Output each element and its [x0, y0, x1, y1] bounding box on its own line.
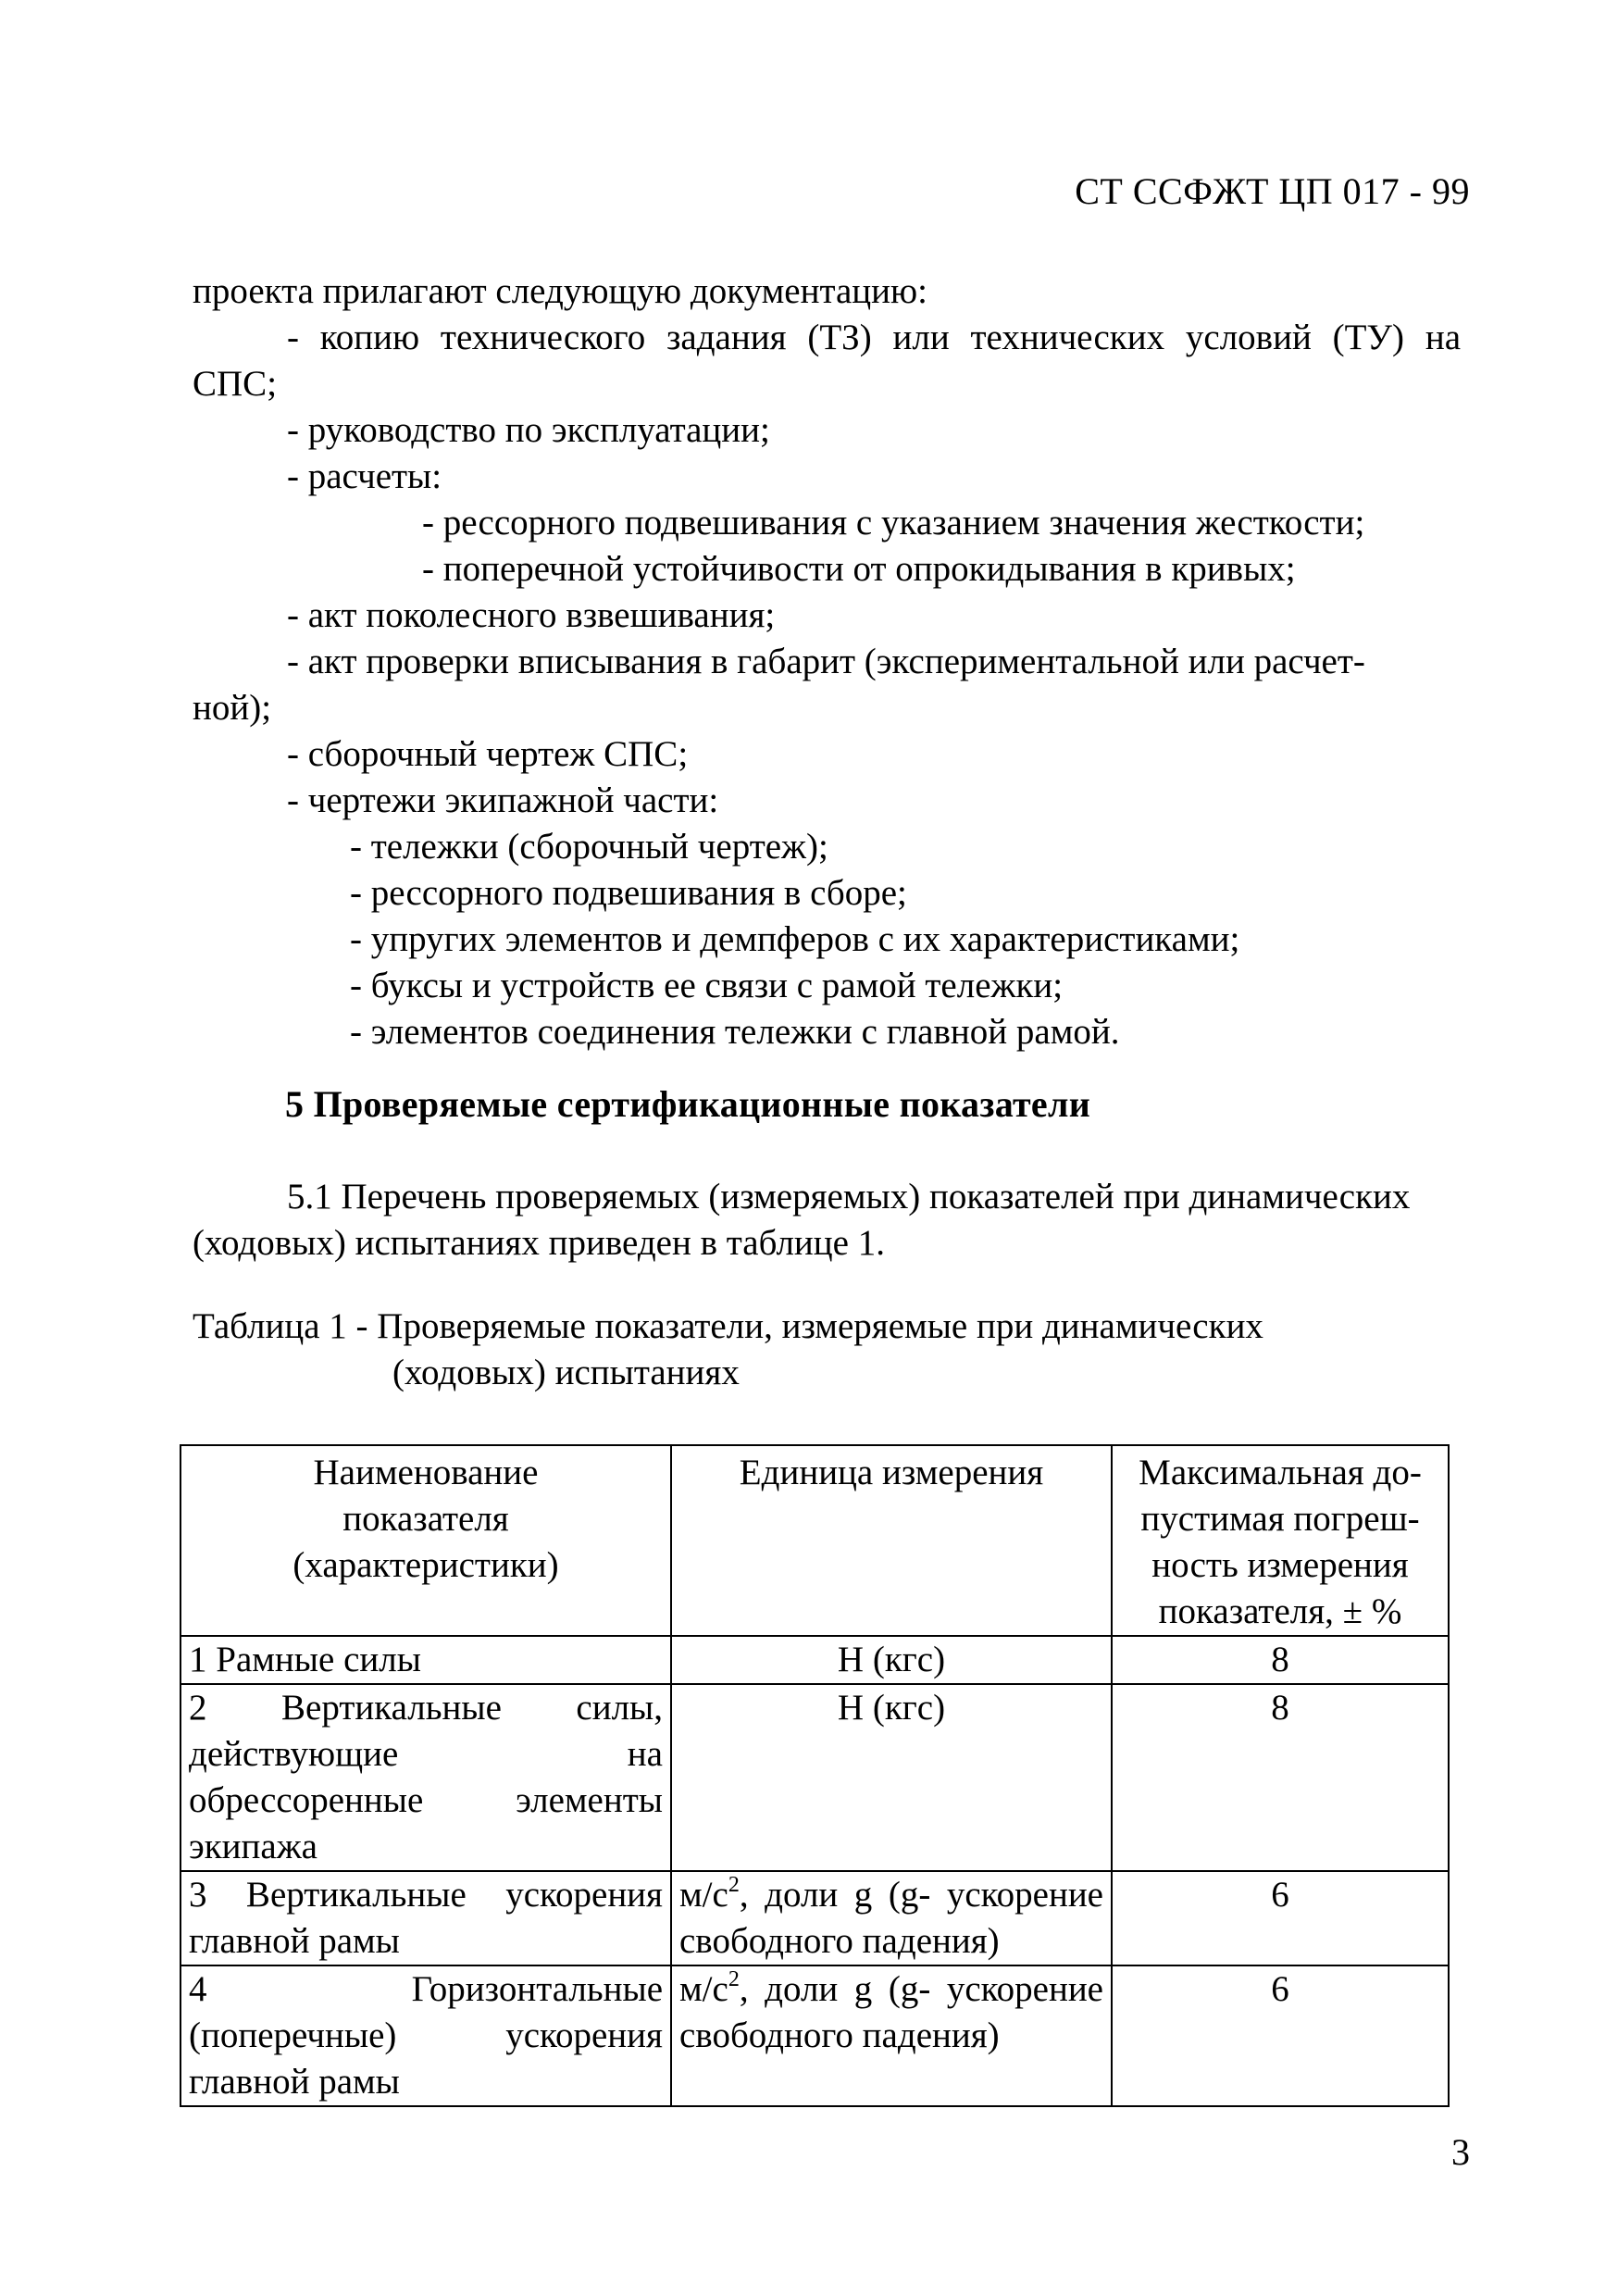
cell-max-error: 8 [1112, 1636, 1449, 1684]
unit-text-rest: , доли g (g- ускорение свободного падения) [679, 1875, 1103, 1961]
sub-item-stability-calc: - поперечной устойчивости от опрокидывания в кривых; [422, 549, 1296, 589]
cell-indicator-name: 4 Горизонтальные (поперечные) ускорения главной рамы [180, 1965, 671, 2106]
list-item-running-gear-drawings: - чертежи экипажной части: [287, 780, 719, 820]
unit-text-rest: , доли g (g- ускорение свободного падения) [679, 1969, 1103, 2055]
paragraph-5-1: 5.1 Перечень проверяемых (измеряемых) показателей при динамических [287, 1177, 1411, 1217]
unit-superscript: 2 [728, 1873, 740, 1897]
header-line: ность измерения [1151, 1545, 1409, 1585]
intro-line: проекта прилагают следующую документацию: [193, 271, 927, 311]
list-item-manual: - руководство по эксплуатации; [287, 410, 770, 450]
sub-item-spring-assembly: - рессорного подвешивания в сборе; [350, 873, 907, 913]
cell-unit [671, 1871, 1112, 1965]
unit-text: м/с [679, 1969, 728, 2009]
header-line: показателя, ± % [1158, 1591, 1402, 1631]
table-row [180, 1636, 1449, 1684]
table-caption-continued: (ходовых) испытаниях [392, 1353, 740, 1392]
sub-item-bogie-connection: - элементов соединения тележки с главной рамой. [350, 1012, 1120, 1052]
list-item-weighing: - акт поколесного взвешивания; [287, 595, 776, 635]
sub-item-elastic-elements: - упругих элементов и демпферов с их характеристиками; [350, 919, 1240, 959]
list-item-calculations: - расчеты: [287, 456, 442, 496]
table-row [180, 1871, 1449, 1965]
list-item-tz-continued: СПС; [193, 364, 278, 404]
cell-max-error: 6 [1112, 1871, 1449, 1965]
header-line: пустимая погреш- [1140, 1499, 1420, 1539]
list-item-assembly-drawing: - сборочный чертеж СПС; [287, 734, 689, 774]
unit-text: Н (кгс) [837, 1688, 946, 1728]
cell-indicator-name: 1 Рамные силы [180, 1636, 671, 1684]
cell-indicator-name: 3 Вертикальные ускорения главной рамы [180, 1871, 671, 1965]
header-line: Максимальная до- [1139, 1453, 1422, 1492]
header-max-error [1112, 1445, 1449, 1636]
cell-max-error: 8 [1112, 1684, 1449, 1871]
table-caption: Таблица 1 - Проверяемые показатели, измеряемые при динамических [193, 1306, 1263, 1346]
cell-indicator-name: 2 Вертикальные силы, действующие на обрессоренные элементы экипажа [180, 1684, 671, 1871]
cell-unit [671, 1636, 1112, 1684]
sub-item-spring-calc: - рессорного подвешивания с указанием значения жесткости; [422, 503, 1365, 543]
unit-text: Н (кгс) [837, 1640, 946, 1679]
header-indicator-name [180, 1445, 671, 1636]
cell-unit [671, 1965, 1112, 2106]
unit-superscript: 2 [728, 1967, 740, 1991]
header-line: Единица измерения [739, 1453, 1044, 1492]
sub-item-axlebox: - буксы и устройств ее связи с рамой тележки; [350, 966, 1064, 1005]
table-row [180, 1684, 1449, 1871]
document-code: СТ ССФЖТ ЦП 017 - 99 [1075, 170, 1470, 212]
paragraph-5-1-continued: (ходовых) испытаниях приведен в таблице 1. [193, 1223, 885, 1263]
header-line: (характеристики) [292, 1545, 559, 1585]
header-unit [671, 1445, 1112, 1636]
page-number: 3 [1451, 2131, 1470, 2173]
table-header-row [180, 1445, 1449, 1636]
header-line: показателя [342, 1499, 509, 1539]
list-item-gauge-continued: ной); [193, 688, 272, 728]
table-row [180, 1965, 1449, 2106]
cell-unit [671, 1684, 1112, 1871]
list-item-tz: - копию технического задания (ТЗ) или технических условий (ТУ) на [287, 318, 1461, 357]
section-heading: 5 Проверяемые сертификационные показатели [285, 1083, 1091, 1125]
unit-text: м/с [679, 1875, 728, 1915]
sub-item-bogie: - тележки (сборочный чертеж); [350, 827, 828, 867]
list-item-gauge: - акт проверки вписывания в габарит (экспериментальной или расчет- [287, 642, 1365, 681]
indicators-table [180, 1444, 1450, 2107]
header-line: Наименование [313, 1453, 539, 1492]
cell-max-error: 6 [1112, 1965, 1449, 2106]
